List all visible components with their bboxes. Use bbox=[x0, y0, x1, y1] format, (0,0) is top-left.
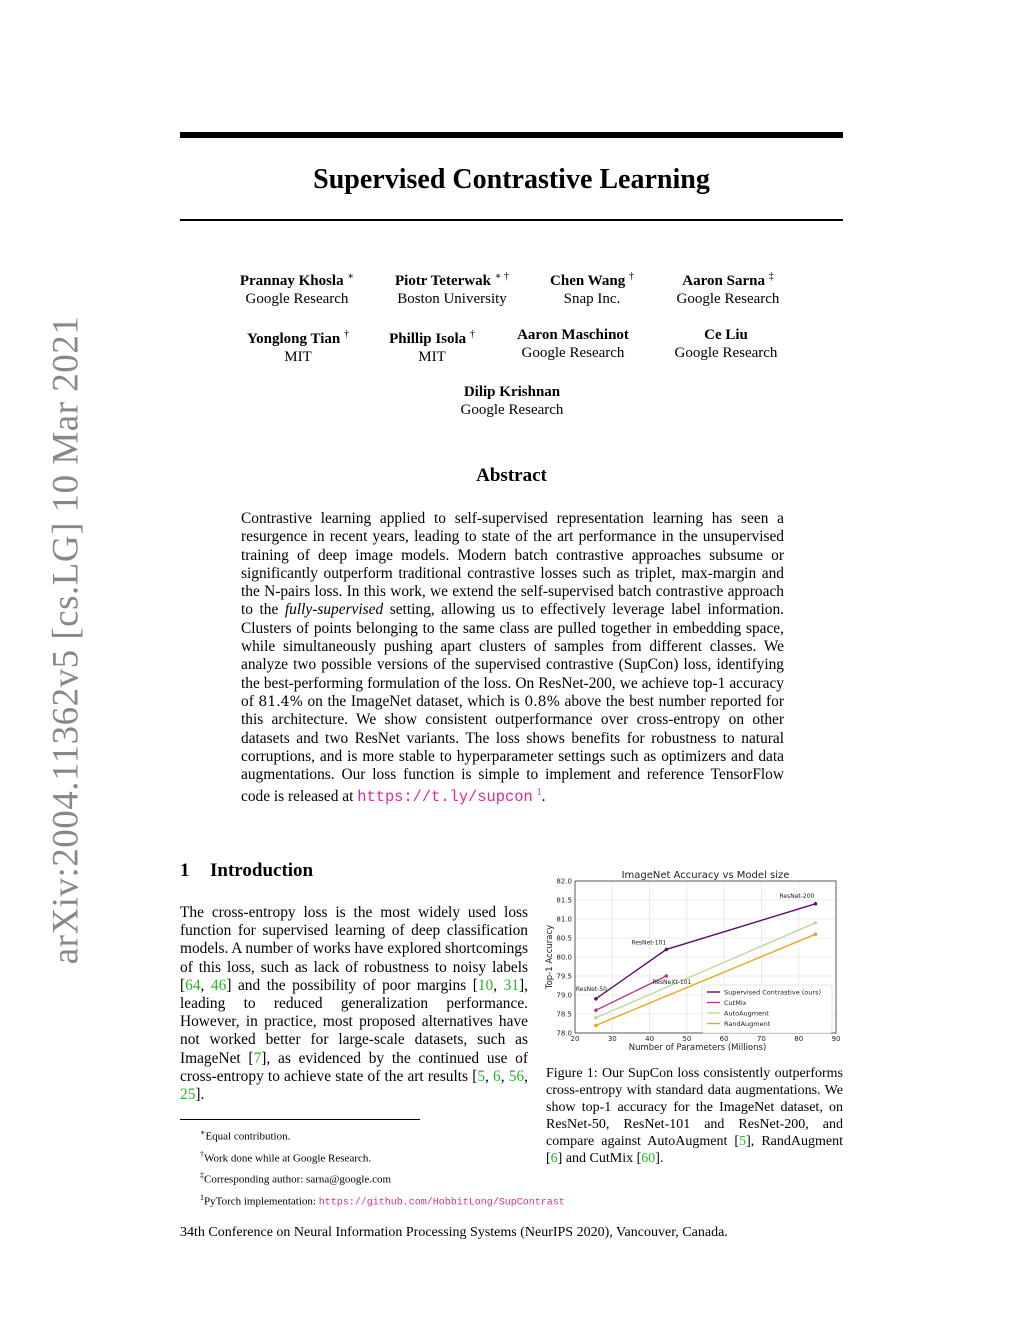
y-tick-label: 82.0 bbox=[556, 877, 572, 886]
author-block bbox=[638, 268, 818, 308]
top-rule bbox=[180, 132, 843, 138]
citation-link[interactable]: 6 bbox=[550, 1151, 558, 1166]
author-name: Dilip Krishnan bbox=[463, 384, 561, 400]
citation-link[interactable]: 60 bbox=[641, 1151, 656, 1166]
citation-link[interactable]: 64 bbox=[185, 976, 201, 994]
data-point bbox=[594, 1024, 598, 1028]
x-tick-label: 90 bbox=[831, 1035, 841, 1043]
point-annotation: ResNet-101 bbox=[631, 939, 667, 947]
author-affiliation: Google Research bbox=[676, 291, 780, 307]
x-axis-label: Number of Parameters (Millions) bbox=[628, 1043, 767, 1053]
citation-link[interactable]: 6 bbox=[493, 1067, 501, 1085]
legend-label: RandAugment bbox=[724, 1020, 771, 1028]
footnote: ‡Corresponding author: sarna@google.com bbox=[200, 1171, 392, 1186]
author-name: Prannay Khosla ∗ bbox=[239, 271, 355, 289]
code-link[interactable]: https://t.ly/supcon bbox=[357, 788, 533, 807]
accuracy-value: 81.4% bbox=[258, 693, 303, 710]
data-point bbox=[814, 921, 818, 925]
author-affiliation: Google Research bbox=[245, 291, 349, 307]
y-axis-label: Top-1 Accuracy bbox=[545, 924, 555, 990]
arxiv-stamp: arXiv:2004.11362v5 [cs.LG] 10 Mar 2021 bbox=[45, 315, 87, 965]
x-tick-label: 80 bbox=[794, 1035, 804, 1043]
footnote: $^1$PyTorch implementation: https://github.com/HobbitLong/SupContrast bbox=[200, 1192, 565, 1209]
data-point bbox=[814, 902, 818, 906]
author-name: Piotr Teterwak ∗ † bbox=[394, 271, 509, 289]
data-point bbox=[594, 1008, 598, 1012]
section-number: 1 bbox=[180, 860, 190, 881]
abstract-heading: Abstract bbox=[476, 465, 547, 486]
figure-caption: Figure 1: Our SupCon loss consistently outperforms cross-entropy with standard data augmentations. We show top-1 accuracy for the ImageNet dataset, on ResNet-50, ResNet-101 and ResNet-200, and compare against AutoAugment [5], RandAugment [6] and CutMix [60]. bbox=[546, 1066, 843, 1166]
author-affiliation: MIT bbox=[284, 349, 312, 365]
y-tick-label: 78.5 bbox=[556, 1010, 572, 1019]
citation-link[interactable]: 5 bbox=[739, 1134, 747, 1149]
author-block bbox=[422, 383, 602, 419]
author-block bbox=[207, 268, 387, 308]
author-affiliation: Google Research bbox=[460, 402, 564, 418]
point-annotation: ResNet-50 bbox=[575, 985, 607, 993]
series-line bbox=[596, 904, 816, 999]
x-tick-label: 30 bbox=[607, 1035, 617, 1043]
author-name: Ce Liu bbox=[704, 327, 748, 343]
data-point bbox=[594, 997, 598, 1001]
citation-link[interactable]: 46 bbox=[210, 976, 227, 994]
footnote: †Work done while at Google Research. bbox=[200, 1149, 372, 1165]
citation-link[interactable]: 31 bbox=[503, 976, 520, 994]
footnote: ∗Equal contribution. bbox=[200, 1128, 291, 1143]
data-point bbox=[594, 1016, 598, 1020]
author-affiliation: MIT bbox=[418, 349, 446, 365]
citation-link[interactable]: 25 bbox=[180, 1086, 196, 1104]
footnotes bbox=[200, 1124, 720, 1212]
y-tick-label: 78.0 bbox=[556, 1029, 572, 1038]
author-name: Aaron Maschinot bbox=[517, 327, 629, 343]
x-tick-label: 60 bbox=[719, 1035, 729, 1043]
footnote-rule bbox=[180, 1119, 420, 1120]
x-tick-label: 70 bbox=[756, 1035, 766, 1043]
legend-label: Supervised Contrastive (ours) bbox=[724, 988, 821, 997]
author-affiliation: Google Research bbox=[674, 345, 778, 361]
citation-link[interactable]: 10 bbox=[477, 976, 494, 994]
github-link[interactable]: https://github.com/HobbitLong/SupContrast bbox=[318, 1197, 565, 1209]
accuracy-chart bbox=[540, 866, 843, 1058]
point-annotation: ResNeXt-101 bbox=[652, 979, 692, 986]
y-tick-label: 79.5 bbox=[556, 972, 572, 981]
y-tick-label: 81.5 bbox=[556, 896, 572, 905]
footnote-mark[interactable]: 1 bbox=[536, 787, 542, 799]
chart-title: ImageNet Accuracy vs Model size bbox=[621, 870, 790, 881]
legend-label: CutMix bbox=[724, 999, 747, 1007]
author-affiliation: Google Research bbox=[521, 345, 625, 361]
y-tick-label: 81.0 bbox=[556, 915, 572, 924]
citation-link[interactable]: 5 bbox=[477, 1067, 486, 1085]
author-affiliation: Boston University bbox=[397, 291, 507, 307]
author-name: Aaron Sarna ‡ bbox=[682, 271, 774, 289]
title-bottom-rule bbox=[180, 219, 843, 221]
author-name: Chen Wang † bbox=[550, 271, 634, 289]
y-tick-label: 79.0 bbox=[556, 991, 572, 1000]
venue-footer: 34th Conference on Neural Information Processing Systems (NeurIPS 2020), Vancouver, Canada. bbox=[180, 1225, 728, 1240]
data-point bbox=[665, 948, 669, 952]
x-tick-label: 40 bbox=[645, 1035, 655, 1043]
y-tick-label: 80.5 bbox=[556, 934, 572, 943]
data-point bbox=[665, 974, 669, 978]
point-annotation: ResNet-200 bbox=[779, 892, 815, 900]
data-point bbox=[814, 932, 818, 936]
section-title: Introduction bbox=[210, 860, 314, 881]
citation-link[interactable]: 56 bbox=[508, 1067, 525, 1085]
x-tick-label: 50 bbox=[682, 1035, 692, 1043]
y-tick-label: 80.0 bbox=[556, 953, 572, 962]
x-tick-label: 20 bbox=[570, 1035, 580, 1043]
author-affiliation: Snap Inc. bbox=[563, 291, 621, 307]
intro-paragraph: The cross-entropy loss is the most widely used loss function for supervised learning of deep classification models. A number of works have explored shortcomings of this loss, such as lack of robustness to noisy labels [64, 46] and the possibility of poor margins [10, 31], leading to reduced generalization performance. However, in practice, most proposed alternatives have not worked better for large-scale datasets, such as ImageNet [7], as evidenced by the continued use of cross-entropy to achieve state of the art results [5, 6, 56, 25]. bbox=[180, 904, 528, 1104]
citation-link[interactable]: 7 bbox=[253, 1049, 262, 1067]
author-name: Yonglong Tian † bbox=[247, 329, 349, 347]
abstract-body: Contrastive learning applied to self-supervised representation learning has seen a resurgence in recent years, leading to state of the art performance in the unsupervised training of deep image models. Modern batch contrastive approaches subsume or significantly outperform traditional contrastive losses such as triplet, max-margin and the N-pairs loss. In this work, we extend the self-supervised batch contrastive approach to the fully-supervised setting, allowing us to effectively leverage label information. Clusters of points belonging to the same class are pulled together in embedding space, while simultaneously pushing apart clusters of samples from different classes. We analyze two possible versions of the supervised contrastive (SupCon) loss, identifying the best-performing formulation of the loss. On ResNet-200, we achieve top-1 accuracy of 81.4% on the ImageNet dataset, which is 0.8% above the best number reported for this architecture. We show consistent outperformance over cross-entropy on other datasets and two ResNet variants. The loss shows benefits for robustness to natural corruptions, and is more stable to hyperparameter settings such as optimizers and data augmentations. Our loss function is simple to implement and reference TensorFlow code is released at https://t.ly/supcon $^1$. bbox=[241, 510, 784, 807]
section-heading bbox=[180, 860, 313, 882]
legend-label: AutoAugment bbox=[724, 1009, 769, 1018]
emphasis-text: fully-supervised bbox=[284, 601, 384, 619]
author-block bbox=[636, 326, 816, 362]
author-name: Phillip Isola † bbox=[389, 329, 475, 347]
improvement-value: 0.8% bbox=[524, 693, 560, 710]
paper-title: Supervised Contrastive Learning bbox=[313, 164, 710, 195]
